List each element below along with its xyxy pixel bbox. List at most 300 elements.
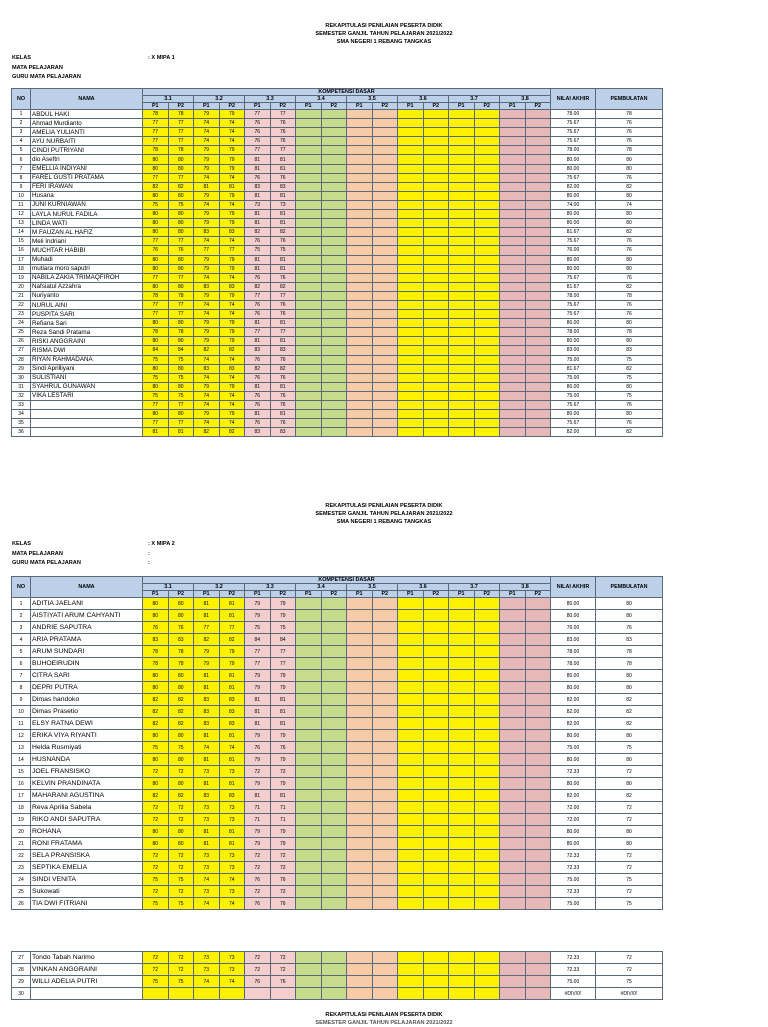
empty-score-cell xyxy=(500,291,526,300)
table-row xyxy=(12,778,663,790)
nilai-akhir-cell: 78.00 xyxy=(551,328,596,337)
empty-score-cell xyxy=(525,838,551,850)
empty-score-cell xyxy=(321,814,347,826)
empty-score-cell xyxy=(423,826,449,838)
table-row xyxy=(12,319,663,328)
empty-score-cell xyxy=(321,346,347,355)
score-cell: 80 xyxy=(168,219,194,228)
empty-score-cell xyxy=(321,355,347,364)
empty-score-cell xyxy=(500,706,526,718)
empty-score-cell xyxy=(398,742,424,754)
empty-score-cell xyxy=(423,802,449,814)
pembulatan-cell: 80 xyxy=(596,838,663,850)
score-cell: 74 xyxy=(194,898,220,910)
empty-score-cell xyxy=(321,874,347,886)
score-cell: 80 xyxy=(143,337,169,346)
nilai-akhir-cell: 80.00 xyxy=(551,730,596,742)
empty-score-cell xyxy=(321,228,347,237)
score-cell: 80 xyxy=(168,210,194,219)
empty-score-cell xyxy=(525,282,551,291)
score-cell: 81 xyxy=(270,337,296,346)
empty-score-cell xyxy=(296,646,322,658)
table-row xyxy=(12,730,663,742)
score-cell: 80 xyxy=(168,670,194,682)
table-row xyxy=(12,401,663,410)
empty-score-cell xyxy=(525,766,551,778)
empty-score-cell xyxy=(423,742,449,754)
empty-score-cell xyxy=(525,337,551,346)
student-name: NURUL AINI xyxy=(31,300,143,309)
score-cell: 80 xyxy=(168,228,194,237)
kd-header-3-8: 3.8 xyxy=(500,584,551,591)
score-cell: 81 xyxy=(194,670,220,682)
empty-score-cell xyxy=(321,282,347,291)
nilai-akhir-cell: 76.00 xyxy=(551,622,596,634)
empty-score-cell xyxy=(321,886,347,898)
empty-score-cell xyxy=(398,291,424,300)
empty-score-cell xyxy=(347,730,373,742)
score-cell: 81 xyxy=(270,694,296,706)
empty-score-cell xyxy=(347,110,373,119)
empty-score-cell xyxy=(321,952,347,964)
p1-header: P1 xyxy=(194,591,220,598)
nilai-akhir-cell: 80.00 xyxy=(551,826,596,838)
empty-score-cell xyxy=(372,191,398,200)
empty-score-cell xyxy=(347,310,373,319)
guru-label: GURU MATA PELAJARAN xyxy=(12,560,81,566)
nilai-akhir-cell: 75.00 xyxy=(551,391,596,400)
score-cell: 72 xyxy=(245,862,271,874)
table-row xyxy=(12,826,663,838)
empty-score-cell xyxy=(474,246,500,255)
empty-score-cell xyxy=(347,155,373,164)
empty-score-cell xyxy=(372,682,398,694)
empty-score-cell xyxy=(372,766,398,778)
row-number: 16 xyxy=(12,246,31,255)
table-row xyxy=(12,802,663,814)
score-cell: 82 xyxy=(194,428,220,437)
empty-score-cell xyxy=(474,814,500,826)
p2-header: P2 xyxy=(219,103,245,110)
student-name: Muhadi xyxy=(31,255,143,264)
pembulatan-cell: 78 xyxy=(596,291,663,300)
empty-score-cell xyxy=(423,200,449,209)
table-row xyxy=(12,658,663,670)
student-name: SYAHRUL GUNAWAN xyxy=(31,382,143,391)
empty-score-cell xyxy=(296,110,322,119)
empty-score-cell xyxy=(347,778,373,790)
score-cell: 79 xyxy=(194,191,220,200)
row-number: 12 xyxy=(12,210,31,219)
table-row xyxy=(12,373,663,382)
empty-score-cell xyxy=(347,337,373,346)
score-cell: 76 xyxy=(245,300,271,309)
empty-score-cell xyxy=(321,838,347,850)
row-number: 32 xyxy=(12,391,31,400)
empty-score-cell xyxy=(474,850,500,862)
score-cell: 73 xyxy=(219,814,245,826)
empty-score-cell xyxy=(423,694,449,706)
empty-score-cell xyxy=(372,850,398,862)
p1-header: P1 xyxy=(449,103,475,110)
empty-score-cell xyxy=(500,173,526,182)
student-name: AYU NURBAITI xyxy=(31,137,143,146)
grade-table-x-mipa-2-continued xyxy=(11,951,663,1000)
empty-score-cell xyxy=(423,670,449,682)
score-cell: 80 xyxy=(143,364,169,373)
student-name: Nuriyanto xyxy=(31,291,143,300)
table-row xyxy=(12,255,663,264)
empty-score-cell xyxy=(398,337,424,346)
score-cell: 72 xyxy=(168,766,194,778)
nilai-akhir-cell: 72.33 xyxy=(551,850,596,862)
score-cell: 73 xyxy=(194,802,220,814)
score-cell: 76 xyxy=(270,355,296,364)
empty-score-cell xyxy=(372,670,398,682)
empty-score-cell xyxy=(525,200,551,209)
empty-score-cell xyxy=(321,110,347,119)
score-cell: 79 xyxy=(245,670,271,682)
score-cell: 83 xyxy=(270,346,296,355)
empty-score-cell xyxy=(423,173,449,182)
student-name: CITRA SARI xyxy=(31,670,143,682)
empty-score-cell xyxy=(474,200,500,209)
score-cell: 74 xyxy=(219,401,245,410)
empty-score-cell xyxy=(296,119,322,128)
empty-score-cell xyxy=(449,658,475,670)
score-cell: 81 xyxy=(245,410,271,419)
score-cell: 77 xyxy=(245,646,271,658)
empty-score-cell xyxy=(372,790,398,802)
row-number: 10 xyxy=(12,191,31,200)
score-cell: 83 xyxy=(219,694,245,706)
empty-score-cell xyxy=(500,646,526,658)
score-cell: 80 xyxy=(143,228,169,237)
empty-score-cell xyxy=(423,110,449,119)
empty-score-cell xyxy=(474,670,500,682)
empty-score-cell xyxy=(296,790,322,802)
empty-score-cell xyxy=(500,382,526,391)
nilai-akhir-cell: 72.33 xyxy=(551,964,596,976)
empty-score-cell xyxy=(500,337,526,346)
score-cell: 74 xyxy=(219,137,245,146)
score-cell: 72 xyxy=(245,964,271,976)
empty-score-cell xyxy=(423,790,449,802)
table-row xyxy=(12,766,663,778)
score-cell: 77 xyxy=(168,173,194,182)
score-cell: 74 xyxy=(194,391,220,400)
empty-score-cell xyxy=(372,730,398,742)
empty-score-cell xyxy=(398,300,424,309)
score-cell: 77 xyxy=(245,110,271,119)
empty-score-cell xyxy=(347,146,373,155)
score-cell: 83 xyxy=(245,182,271,191)
row-number: 34 xyxy=(12,410,31,419)
empty-score-cell xyxy=(347,200,373,209)
score-cell: 81 xyxy=(245,382,271,391)
empty-score-cell xyxy=(321,778,347,790)
empty-score-cell xyxy=(474,610,500,622)
empty-score-cell xyxy=(525,730,551,742)
empty-score-cell xyxy=(423,291,449,300)
score-cell: 76 xyxy=(245,273,271,282)
table-row xyxy=(12,622,663,634)
empty-score-cell xyxy=(449,346,475,355)
empty-score-cell xyxy=(449,952,475,964)
student-name xyxy=(31,401,143,410)
score-cell: 81 xyxy=(245,319,271,328)
empty-score-cell xyxy=(372,219,398,228)
empty-score-cell xyxy=(296,282,322,291)
empty-score-cell xyxy=(398,898,424,910)
empty-score-cell xyxy=(296,182,322,191)
score-cell: 79 xyxy=(270,754,296,766)
empty-score-cell xyxy=(372,182,398,191)
empty-score-cell xyxy=(423,706,449,718)
empty-score-cell xyxy=(321,694,347,706)
nilai-akhir-cell: 78.00 xyxy=(551,291,596,300)
empty-score-cell xyxy=(449,622,475,634)
empty-score-cell xyxy=(474,658,500,670)
score-cell: 80 xyxy=(168,610,194,622)
empty-score-cell xyxy=(398,310,424,319)
empty-score-cell xyxy=(296,778,322,790)
row-number: 26 xyxy=(12,337,31,346)
score-cell: 74 xyxy=(194,173,220,182)
score-cell: 77 xyxy=(168,128,194,137)
row-number: 1 xyxy=(12,598,31,610)
score-cell: 84 xyxy=(168,346,194,355)
nilai-akhir-cell: 80.00 xyxy=(551,382,596,391)
p1-header: P1 xyxy=(143,591,169,598)
pembulatan-cell: 80 xyxy=(596,598,663,610)
score-cell: 78 xyxy=(143,110,169,119)
empty-score-cell xyxy=(398,410,424,419)
p2-header: P2 xyxy=(525,103,551,110)
empty-score-cell xyxy=(449,754,475,766)
table-row xyxy=(12,119,663,128)
table-row xyxy=(12,237,663,246)
empty-score-cell xyxy=(296,310,322,319)
score-cell: 77 xyxy=(245,291,271,300)
empty-score-cell xyxy=(500,419,526,428)
score-cell: 84 xyxy=(270,634,296,646)
table-row xyxy=(12,173,663,182)
empty-score-cell xyxy=(296,874,322,886)
empty-score-cell xyxy=(296,850,322,862)
score-cell: 80 xyxy=(168,164,194,173)
score-cell: 79 xyxy=(270,838,296,850)
empty-score-cell xyxy=(500,670,526,682)
row-number: 21 xyxy=(12,291,31,300)
empty-score-cell xyxy=(296,355,322,364)
empty-score-cell xyxy=(372,382,398,391)
empty-score-cell xyxy=(398,355,424,364)
student-name: Ahmad Murdianto xyxy=(31,119,143,128)
score-cell: 77 xyxy=(245,658,271,670)
score-cell: 72 xyxy=(270,766,296,778)
score-cell: 75 xyxy=(245,622,271,634)
score-cell: 80 xyxy=(143,164,169,173)
empty-score-cell xyxy=(423,401,449,410)
empty-score-cell xyxy=(423,898,449,910)
empty-score-cell xyxy=(449,273,475,282)
score-cell: 72 xyxy=(168,886,194,898)
score-cell: 79 xyxy=(194,155,220,164)
empty-score-cell xyxy=(296,155,322,164)
kd-header-3-4: 3.4 xyxy=(296,96,347,103)
empty-score-cell xyxy=(474,273,500,282)
empty-score-cell xyxy=(296,346,322,355)
score-cell: 73 xyxy=(219,850,245,862)
empty-score-cell xyxy=(321,246,347,255)
score-cell: 79 xyxy=(219,646,245,658)
empty-score-cell xyxy=(525,952,551,964)
empty-score-cell xyxy=(423,164,449,173)
score-cell: 79 xyxy=(194,146,220,155)
score-cell: 79 xyxy=(245,682,271,694)
empty-score-cell xyxy=(500,155,526,164)
score-cell: 72 xyxy=(270,886,296,898)
empty-score-cell xyxy=(321,610,347,622)
empty-score-cell xyxy=(398,273,424,282)
score-cell: 76 xyxy=(270,273,296,282)
empty-score-cell xyxy=(398,814,424,826)
score-cell: 82 xyxy=(270,282,296,291)
pembulatan-cell: 72 xyxy=(596,952,663,964)
empty-score-cell xyxy=(372,610,398,622)
empty-score-cell xyxy=(525,391,551,400)
empty-score-cell xyxy=(296,428,322,437)
row-number: 18 xyxy=(12,264,31,273)
score-cell: 80 xyxy=(143,410,169,419)
empty-score-cell xyxy=(474,401,500,410)
empty-score-cell xyxy=(500,191,526,200)
empty-score-cell xyxy=(372,228,398,237)
empty-score-cell xyxy=(372,146,398,155)
score-cell: 79 xyxy=(219,210,245,219)
nilai-akhir-cell: 80.00 xyxy=(551,670,596,682)
p2-header: P2 xyxy=(525,591,551,598)
p2-header: P2 xyxy=(168,103,194,110)
empty-score-cell xyxy=(474,964,500,976)
col-pembulatan-header: PEMBULATAN xyxy=(596,89,663,110)
score-cell: 77 xyxy=(143,273,169,282)
student-name: ADITIA JAELANI xyxy=(31,598,143,610)
empty-score-cell xyxy=(500,328,526,337)
empty-score-cell xyxy=(525,862,551,874)
student-name: Husana xyxy=(31,191,143,200)
empty-score-cell xyxy=(347,319,373,328)
empty-score-cell xyxy=(347,976,373,988)
score-cell: 83 xyxy=(219,790,245,802)
nilai-akhir-cell: 80.00 xyxy=(551,264,596,273)
row-number: 2 xyxy=(12,119,31,128)
empty-score-cell xyxy=(449,364,475,373)
score-cell: 74 xyxy=(219,310,245,319)
table-row xyxy=(12,310,663,319)
empty-score-cell xyxy=(449,838,475,850)
nilai-akhir-cell: 78.00 xyxy=(551,646,596,658)
pembulatan-cell: 72 xyxy=(596,814,663,826)
table-row xyxy=(12,790,663,802)
pembulatan-cell: 78 xyxy=(596,328,663,337)
table-row xyxy=(12,410,663,419)
empty-score-cell xyxy=(296,137,322,146)
empty-score-cell xyxy=(296,670,322,682)
score-cell: 80 xyxy=(168,778,194,790)
pembulatan-cell: 80 xyxy=(596,682,663,694)
score-cell: 77 xyxy=(168,401,194,410)
empty-score-cell xyxy=(500,355,526,364)
empty-score-cell xyxy=(296,337,322,346)
table-row xyxy=(12,300,663,309)
empty-score-cell xyxy=(321,273,347,282)
score-cell: 80 xyxy=(168,319,194,328)
empty-score-cell xyxy=(423,328,449,337)
student-name: KELVIN PRANDINATA xyxy=(31,778,143,790)
nilai-akhir-cell: 76.00 xyxy=(551,246,596,255)
p1-header: P1 xyxy=(398,103,424,110)
empty-score-cell xyxy=(474,391,500,400)
score-cell: 79 xyxy=(219,410,245,419)
p2-header: P2 xyxy=(321,103,347,110)
row-number: 33 xyxy=(12,401,31,410)
nilai-akhir-cell: 75.67 xyxy=(551,401,596,410)
score-cell: 79 xyxy=(219,146,245,155)
empty-score-cell xyxy=(500,373,526,382)
score-cell: 76 xyxy=(270,373,296,382)
score-cell: 80 xyxy=(168,754,194,766)
empty-score-cell xyxy=(372,210,398,219)
empty-score-cell xyxy=(423,814,449,826)
score-cell: 71 xyxy=(245,802,271,814)
nilai-akhir-cell: 75.67 xyxy=(551,173,596,182)
empty-score-cell xyxy=(449,730,475,742)
student-name: RIYAN RAHMADANA xyxy=(31,355,143,364)
empty-score-cell xyxy=(474,898,500,910)
empty-score-cell xyxy=(500,658,526,670)
empty-score-cell xyxy=(398,634,424,646)
student-name: DEPRI PUTRA xyxy=(31,682,143,694)
score-cell: 81 xyxy=(219,778,245,790)
empty-score-cell xyxy=(372,337,398,346)
empty-score-cell xyxy=(474,237,500,246)
row-number: 8 xyxy=(12,173,31,182)
empty-score-cell xyxy=(347,219,373,228)
empty-score-cell xyxy=(372,964,398,976)
empty-score-cell xyxy=(525,410,551,419)
empty-score-cell xyxy=(525,264,551,273)
score-cell: 81 xyxy=(194,838,220,850)
empty-score-cell xyxy=(347,964,373,976)
empty-score-cell xyxy=(525,622,551,634)
row-number: 27 xyxy=(12,346,31,355)
score-cell: 76 xyxy=(270,391,296,400)
empty-score-cell xyxy=(449,419,475,428)
empty-score-cell xyxy=(525,634,551,646)
table-row xyxy=(12,200,663,209)
empty-score-cell xyxy=(423,886,449,898)
empty-score-cell xyxy=(500,273,526,282)
score-cell: 75 xyxy=(168,200,194,209)
score-cell: 81 xyxy=(270,319,296,328)
score-cell: 79 xyxy=(270,670,296,682)
nilai-akhir-cell: 78.00 xyxy=(551,658,596,670)
empty-score-cell xyxy=(321,182,347,191)
table-row xyxy=(12,382,663,391)
empty-score-cell xyxy=(449,255,475,264)
